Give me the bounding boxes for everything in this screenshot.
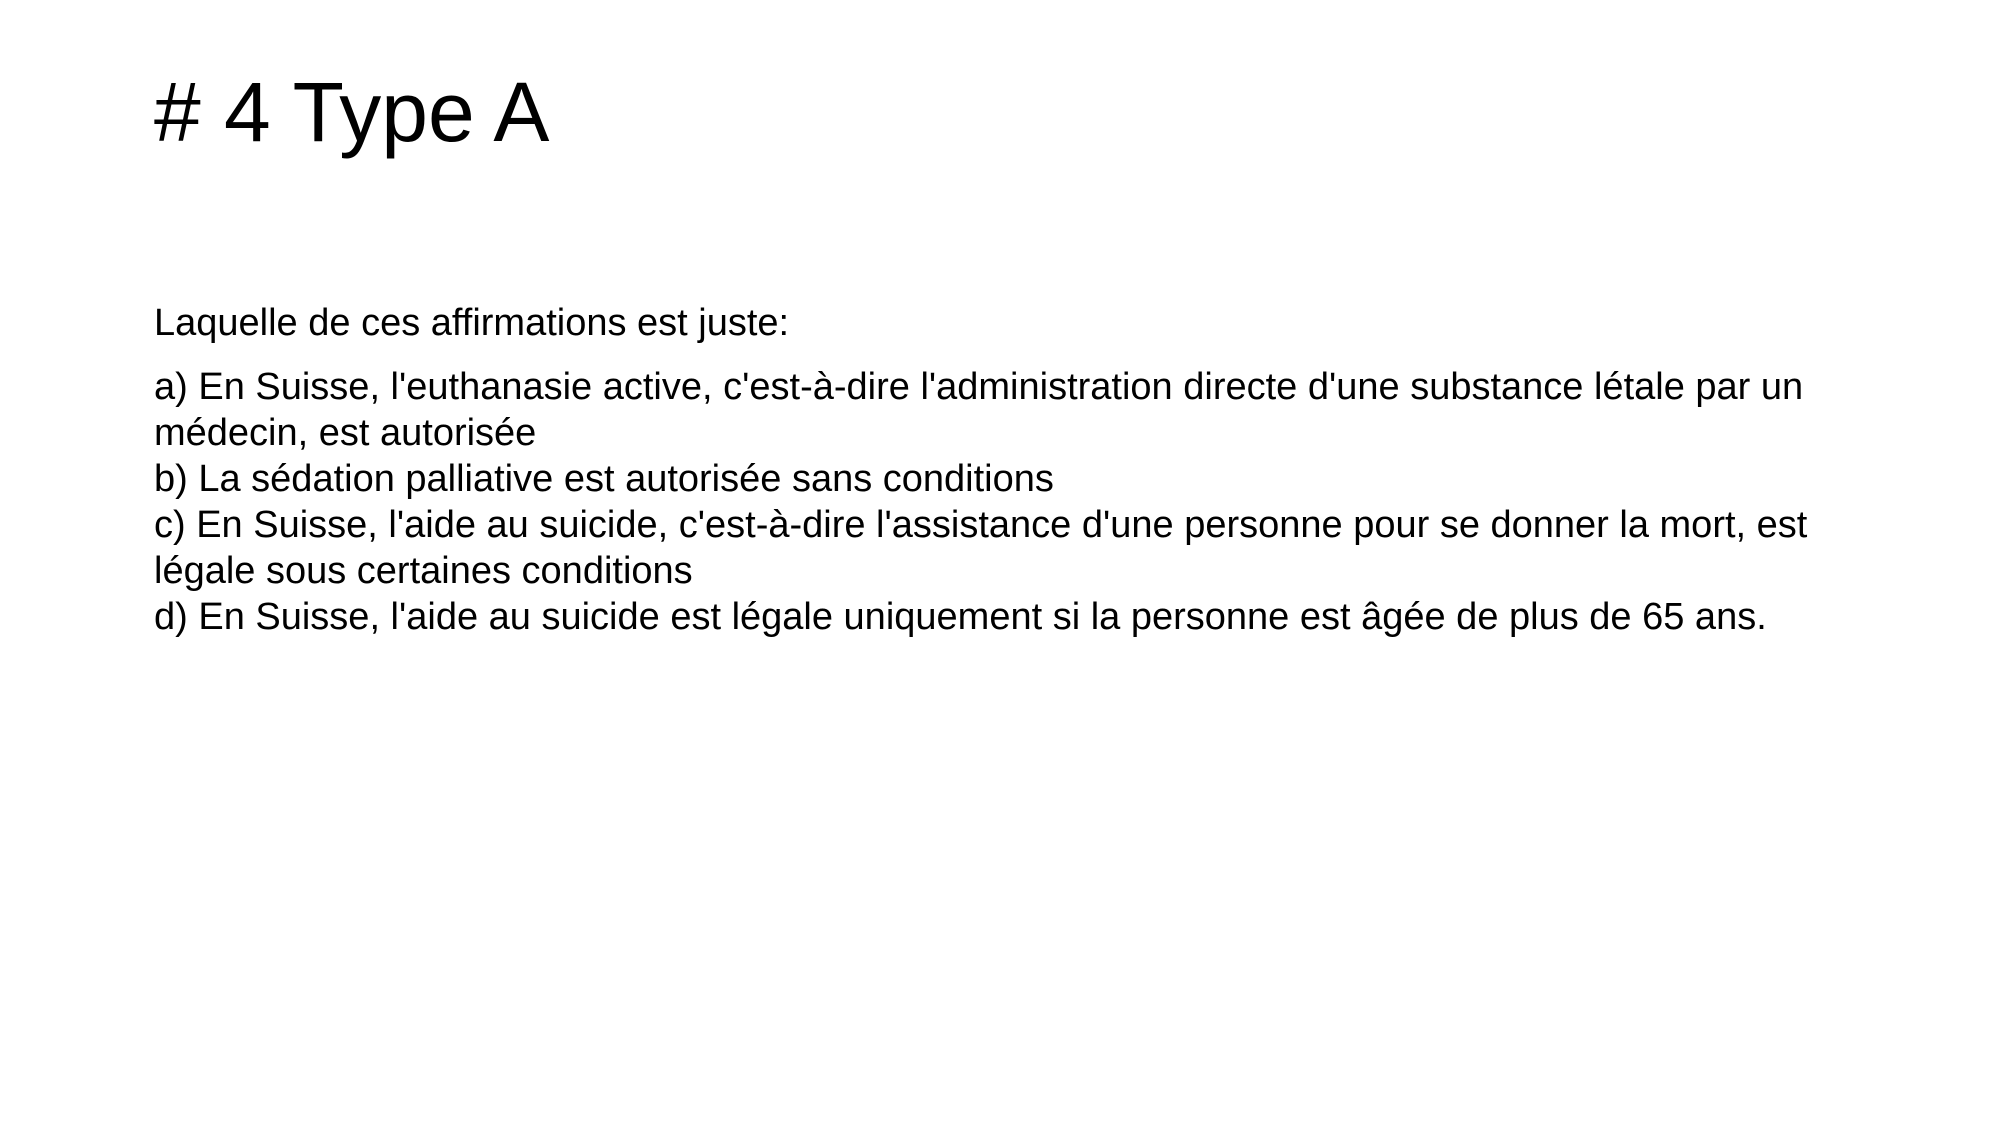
question-prompt: Laquelle de ces affirmations est juste: bbox=[154, 302, 790, 344]
answer-options-list bbox=[154, 364, 1874, 640]
answer-option-d: d) En Suisse, l'aide au suicide est légale uniquement si la personne est âgée de plus de 65 ans. bbox=[154, 596, 1767, 638]
answer-option-a: a) En Suisse, l'euthanasie active, c'est-à-dire l'administration directe d'une substance létale par un médecin, est autorisée bbox=[154, 366, 1804, 454]
slide-title: # 4 Type A bbox=[154, 65, 550, 159]
answer-option-b: b) La sédation palliative est autorisée sans conditions bbox=[154, 458, 1054, 500]
answer-option-c: c) En Suisse, l'aide au suicide, c'est-à-dire l'assistance d'une personne pour se donner la mort, est légale sous certaines conditions bbox=[154, 504, 1808, 592]
slide-body bbox=[154, 300, 1874, 640]
